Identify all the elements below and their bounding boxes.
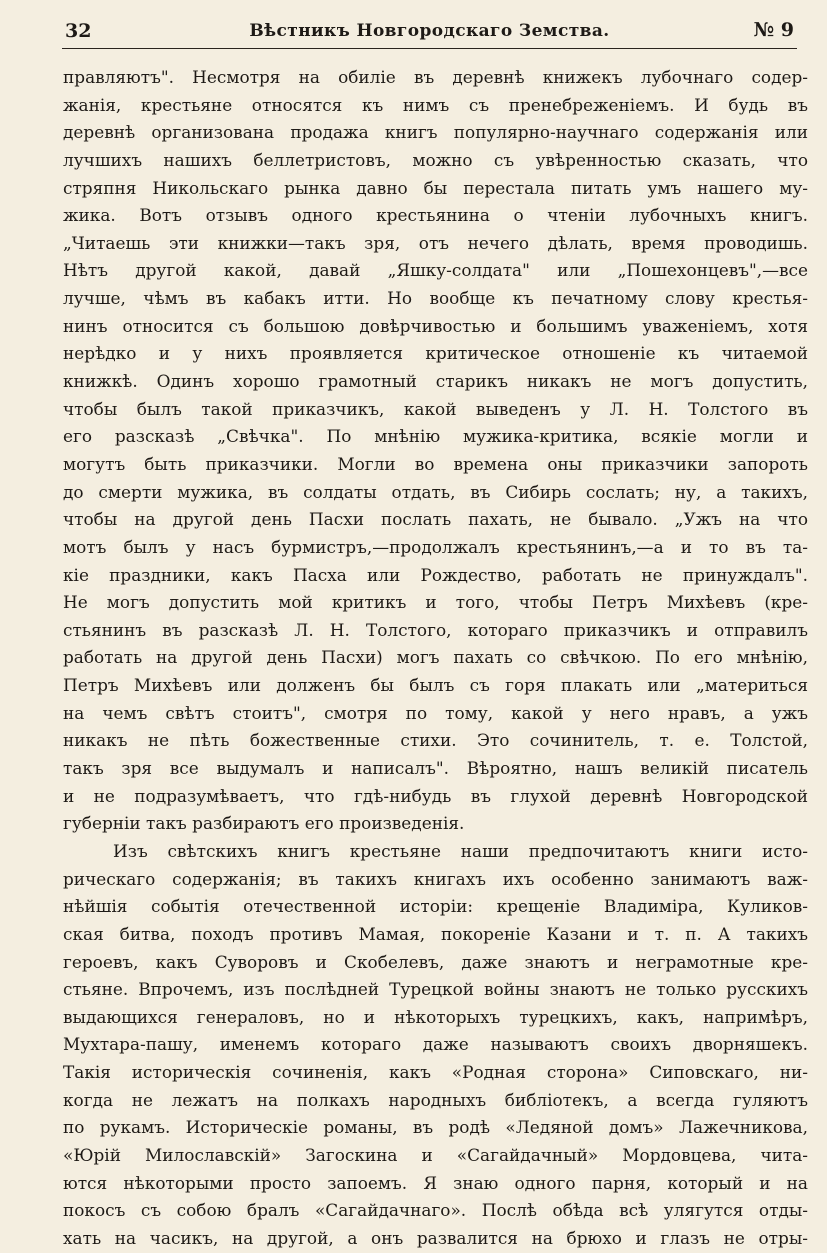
text-line: чтобы былъ такой приказчикъ, какой выведенъ у Л. Н. Толстого въ [63, 398, 808, 419]
text-line: рическаго содержанія; въ такихъ книгахъ ихъ особенно занимаютъ важ- [63, 868, 808, 889]
text-line: когда не лежатъ на полкахъ народныхъ библіотекъ, а всегда гуляютъ [63, 1089, 808, 1110]
text-line: Изъ свѣтскихъ книгъ крестьяне наши предпочитаютъ книги исто- [113, 840, 808, 861]
running-header [62, 18, 797, 49]
text-line: „Читаешь эти книжки—такъ зря, отъ нечего дѣлать, время проводишь. [63, 232, 808, 253]
text-line: лучшихъ нашихъ беллетристовъ, можно съ увѣренностью сказать, что [63, 149, 808, 170]
text-line: на чемъ свѣтъ стоитъ", смотря по тому, какой у него нравъ, а ужъ [63, 702, 808, 723]
running-title: Вѣстникъ Новгородскаго Земства. [249, 21, 610, 41]
text-line: деревнѣ организована продажа книгъ популярно-научнаго содержанія или [63, 122, 808, 143]
text-line: нѣйшія событія отечественной исторіи: крещеніе Владиміра, Куликов- [63, 896, 808, 917]
text-line: лучше, чѣмъ въ кабакъ итти. Но вообще къ печатному слову крестья- [63, 288, 808, 309]
text-line: Мухтара-пашу, именемъ котораго даже называютъ своихъ дворняшекъ. [63, 1034, 808, 1055]
text-line: ются нѣкоторыми просто запоемъ. Я знаю одного парня, который и на [63, 1172, 808, 1193]
text-line: Не могъ допустить мой критикъ и того, чтобы Петръ Михѣевъ (кре- [63, 592, 808, 613]
text-line: до смерти мужика, въ солдаты отдать, въ Сибирь сослать; ну, а такихъ, [63, 481, 808, 502]
text-line: выдающихся генераловъ, но и нѣкоторыхъ турецкихъ, какъ, напримѣръ, [63, 1006, 808, 1027]
text-line: его разсказѣ „Свѣчка". По мнѣнію мужика-критика, всякіе могли и [63, 426, 808, 447]
text-line: героевъ, какъ Суворовъ и Скобелевъ, даже знаютъ и неграмотные кре- [63, 951, 808, 972]
text-line: нерѣдко и у нихъ проявляется критическое отношеніе къ читаемой [63, 343, 808, 364]
article-body [63, 64, 808, 1253]
text-line: книжкѣ. Одинъ хорошо грамотный старикъ никакъ не могъ допустить, [63, 371, 808, 392]
page-number: 32 [65, 20, 92, 42]
text-line: никакъ не пѣть божественные стихи. Это сочинитель, т. е. Толстой, [63, 730, 808, 751]
text-line: правляютъ". Несмотря на обиліе въ деревнѣ книжекъ лубочнаго содер- [63, 67, 808, 87]
text-line: чтобы на другой день Пасхи послать пахать, не бывало. „Ужъ на что [63, 509, 808, 530]
text-line: Петръ Михѣевъ или долженъ бы былъ съ горя плакать или „материться [63, 675, 808, 696]
text-line: жанія, крестьяне относятся къ нимъ съ пренебреженіемъ. И будь въ [63, 94, 808, 115]
text-line: «Юрій Милославскій» Загоскина и «Сагайдачный» Мордовцева, чита- [63, 1144, 808, 1165]
text-line: ская битва, походъ противъ Мамая, покореніе Казани и т. п. А такихъ [63, 923, 808, 944]
text-line: по рукамъ. Историческіе романы, въ родѣ «Ледяной домъ» Лажечникова, [63, 1117, 808, 1138]
text-line: стьяне. Впрочемъ, изъ послѣдней Турецкой войны знаютъ не только русскихъ [63, 979, 808, 1000]
text-line: хать на часикъ, на другой, а онъ развалится на брюхо и глазъ не отры- [63, 1227, 808, 1248]
text-line: стьянинъ въ разсказѣ Л. Н. Толстого, котораго приказчикъ и отправилъ [63, 619, 808, 640]
text-line: Такія историческія сочиненія, какъ «Родная сторона» Сиповскаго, ни- [63, 1062, 808, 1083]
text-line: работать на другой день Пасхи) могъ пахать со свѣчкою. По его мнѣнію, [63, 647, 808, 668]
text-line: губерніи такъ разбираютъ его произведенія. [63, 813, 465, 834]
text-line: кіе праздники, какъ Пасха или Рождество, работать не принуждалъ". [63, 564, 808, 585]
issue-number: № 9 [753, 19, 794, 41]
text-line: Нѣтъ другой какой, давай „Яшку-солдата" или „Пошехонцевъ",—все [63, 260, 808, 281]
text-line: мотъ былъ у насъ бурмистръ,—продолжалъ крестьянинъ,—а и то въ та- [63, 536, 808, 557]
text-line: могутъ быть приказчики. Могли во времена оны приказчики запороть [63, 453, 808, 474]
text-line: жика. Вотъ отзывъ одного крестьянина о чтеніи лубочныхъ книгъ. [63, 205, 808, 226]
text-line: и не подразумѣваетъ, что гдѣ-нибудь въ глухой деревнѣ Новгородской [63, 785, 808, 806]
text-line: нинъ относится съ большою довѣрчивостью и большимъ уваженіемъ, хотя [63, 315, 808, 336]
text-line: стряпня Никольскаго рынка давно бы перестала питать умъ нашего му- [63, 177, 808, 198]
text-line: покосъ съ собою бралъ «Сагайдачнаго». Послѣ обѣда всѣ улягутся отды- [63, 1200, 808, 1221]
text-line: такъ зря все выдумалъ и написалъ". Вѣроятно, нашъ великій писатель [63, 758, 808, 779]
